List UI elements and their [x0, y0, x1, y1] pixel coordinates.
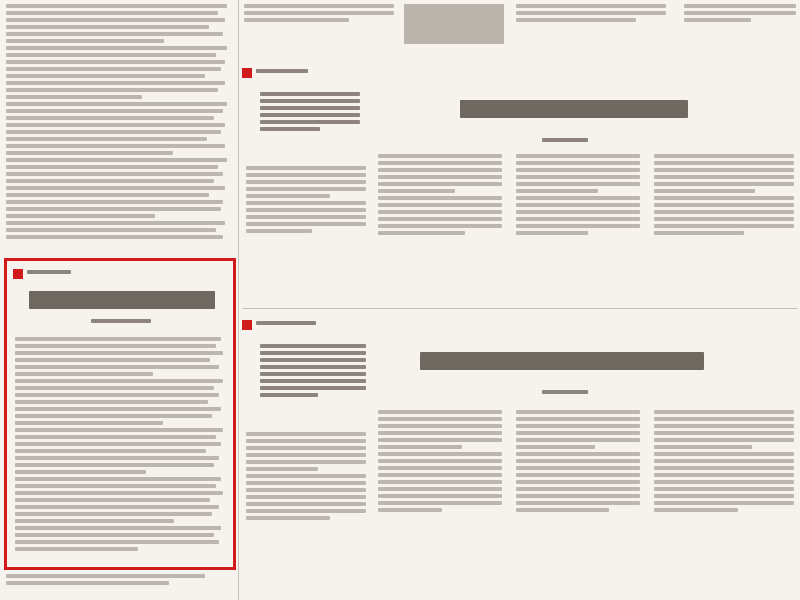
upper-article: [242, 62, 798, 300]
top-photo: [404, 4, 504, 44]
top-strip: [244, 4, 796, 48]
left-column-footer: [6, 574, 232, 598]
section-tag: [13, 269, 23, 279]
body-column-3: [654, 154, 794, 294]
column-divider: [238, 0, 239, 600]
section-divider: [242, 308, 798, 309]
body-column-3: [516, 410, 640, 596]
article-byline: [542, 390, 588, 397]
section-label: [256, 69, 308, 76]
left-column-top: [6, 4, 232, 252]
article-headline: [420, 352, 704, 376]
pull-quote: [260, 92, 360, 154]
body-column-1: [246, 432, 366, 596]
body-column-2: [516, 154, 640, 294]
lower-article: [242, 314, 798, 598]
article-headline: [29, 291, 215, 315]
section-tag: [242, 320, 252, 330]
article-byline: [542, 138, 588, 145]
left-top-text-block: [6, 4, 232, 252]
section-tag: [242, 68, 252, 78]
highlighted-article-frame: [4, 258, 236, 570]
article-headline: [460, 100, 688, 124]
lead-paragraph: [246, 166, 366, 296]
article-byline: [91, 319, 151, 326]
body-column-1: [378, 154, 502, 294]
body-column-4: [654, 410, 794, 596]
article-body: [15, 337, 227, 561]
body-column-2: [378, 410, 502, 596]
pull-quote: [260, 344, 366, 420]
section-label: [256, 321, 316, 328]
section-label: [27, 270, 71, 277]
